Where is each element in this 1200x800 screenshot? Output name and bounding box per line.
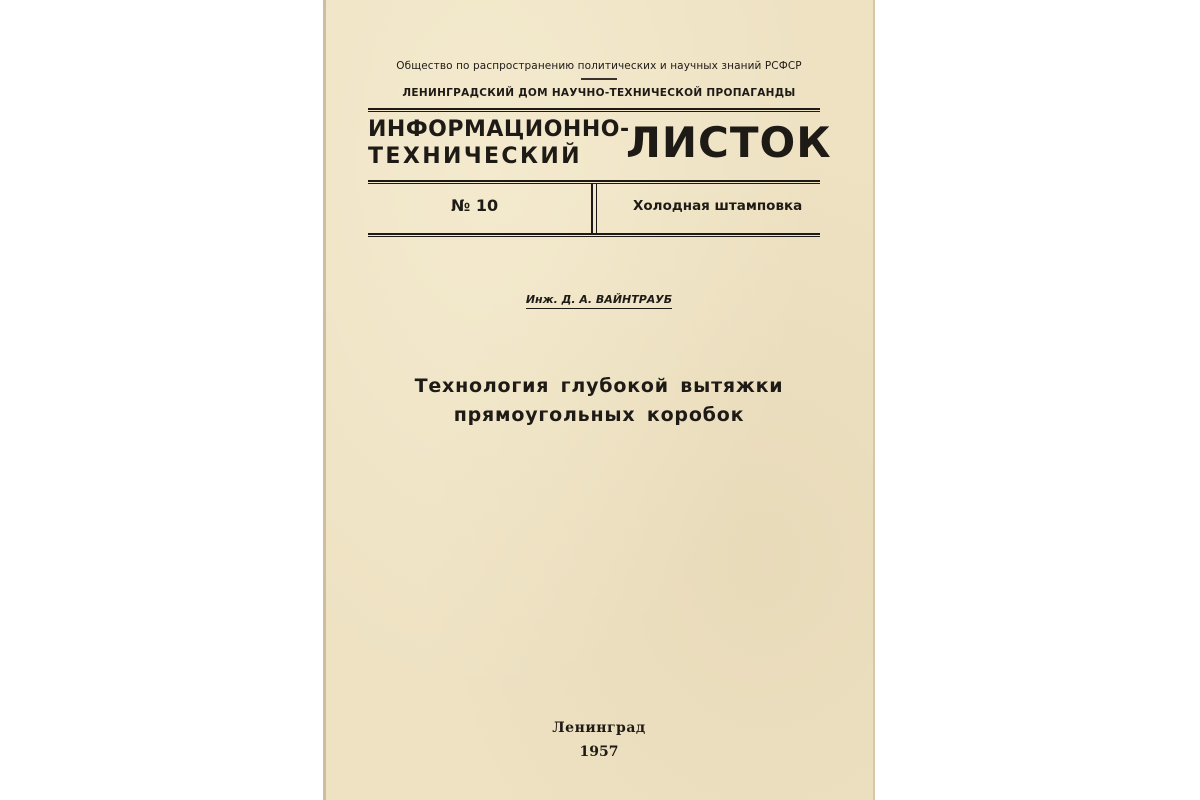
- masthead-top-rule: [368, 108, 820, 112]
- document-title: [323, 372, 875, 430]
- masthead-bottom-rule: [368, 233, 820, 237]
- masthead-title: [368, 116, 630, 170]
- imprint-year: 1957: [579, 744, 619, 760]
- series-name: Холодная штамповка: [633, 198, 803, 214]
- publisher-house: ЛЕНИНГРАДСКИЙ ДОМ НАУЧНО-ТЕХНИЧЕСКОЙ ПРОПАГАНДЫ: [402, 87, 796, 99]
- author-line: [323, 288, 875, 309]
- masthead-title-line1: ИНФОРМАЦИОННО-: [368, 117, 630, 142]
- masthead-title-line2: ТЕХНИЧЕСКИЙ: [368, 144, 582, 169]
- masthead-vertical-divider: [591, 184, 597, 233]
- imprint-city: Ленинград: [552, 720, 646, 736]
- document-title-line2: прямоугольных коробок: [453, 404, 745, 426]
- document-page: [323, 0, 875, 800]
- small-divider: [581, 78, 617, 80]
- masthead-title-big: ЛИСТОК: [626, 118, 832, 167]
- document-title-line1: Технология глубокой вытяжки: [414, 375, 784, 397]
- author-name: Инж. Д. А. ВАЙНТРАУБ: [526, 293, 672, 309]
- publisher-society: Общество по распространению политических и научных знаний РСФСР: [396, 60, 802, 72]
- issue-number: № 10: [451, 196, 499, 215]
